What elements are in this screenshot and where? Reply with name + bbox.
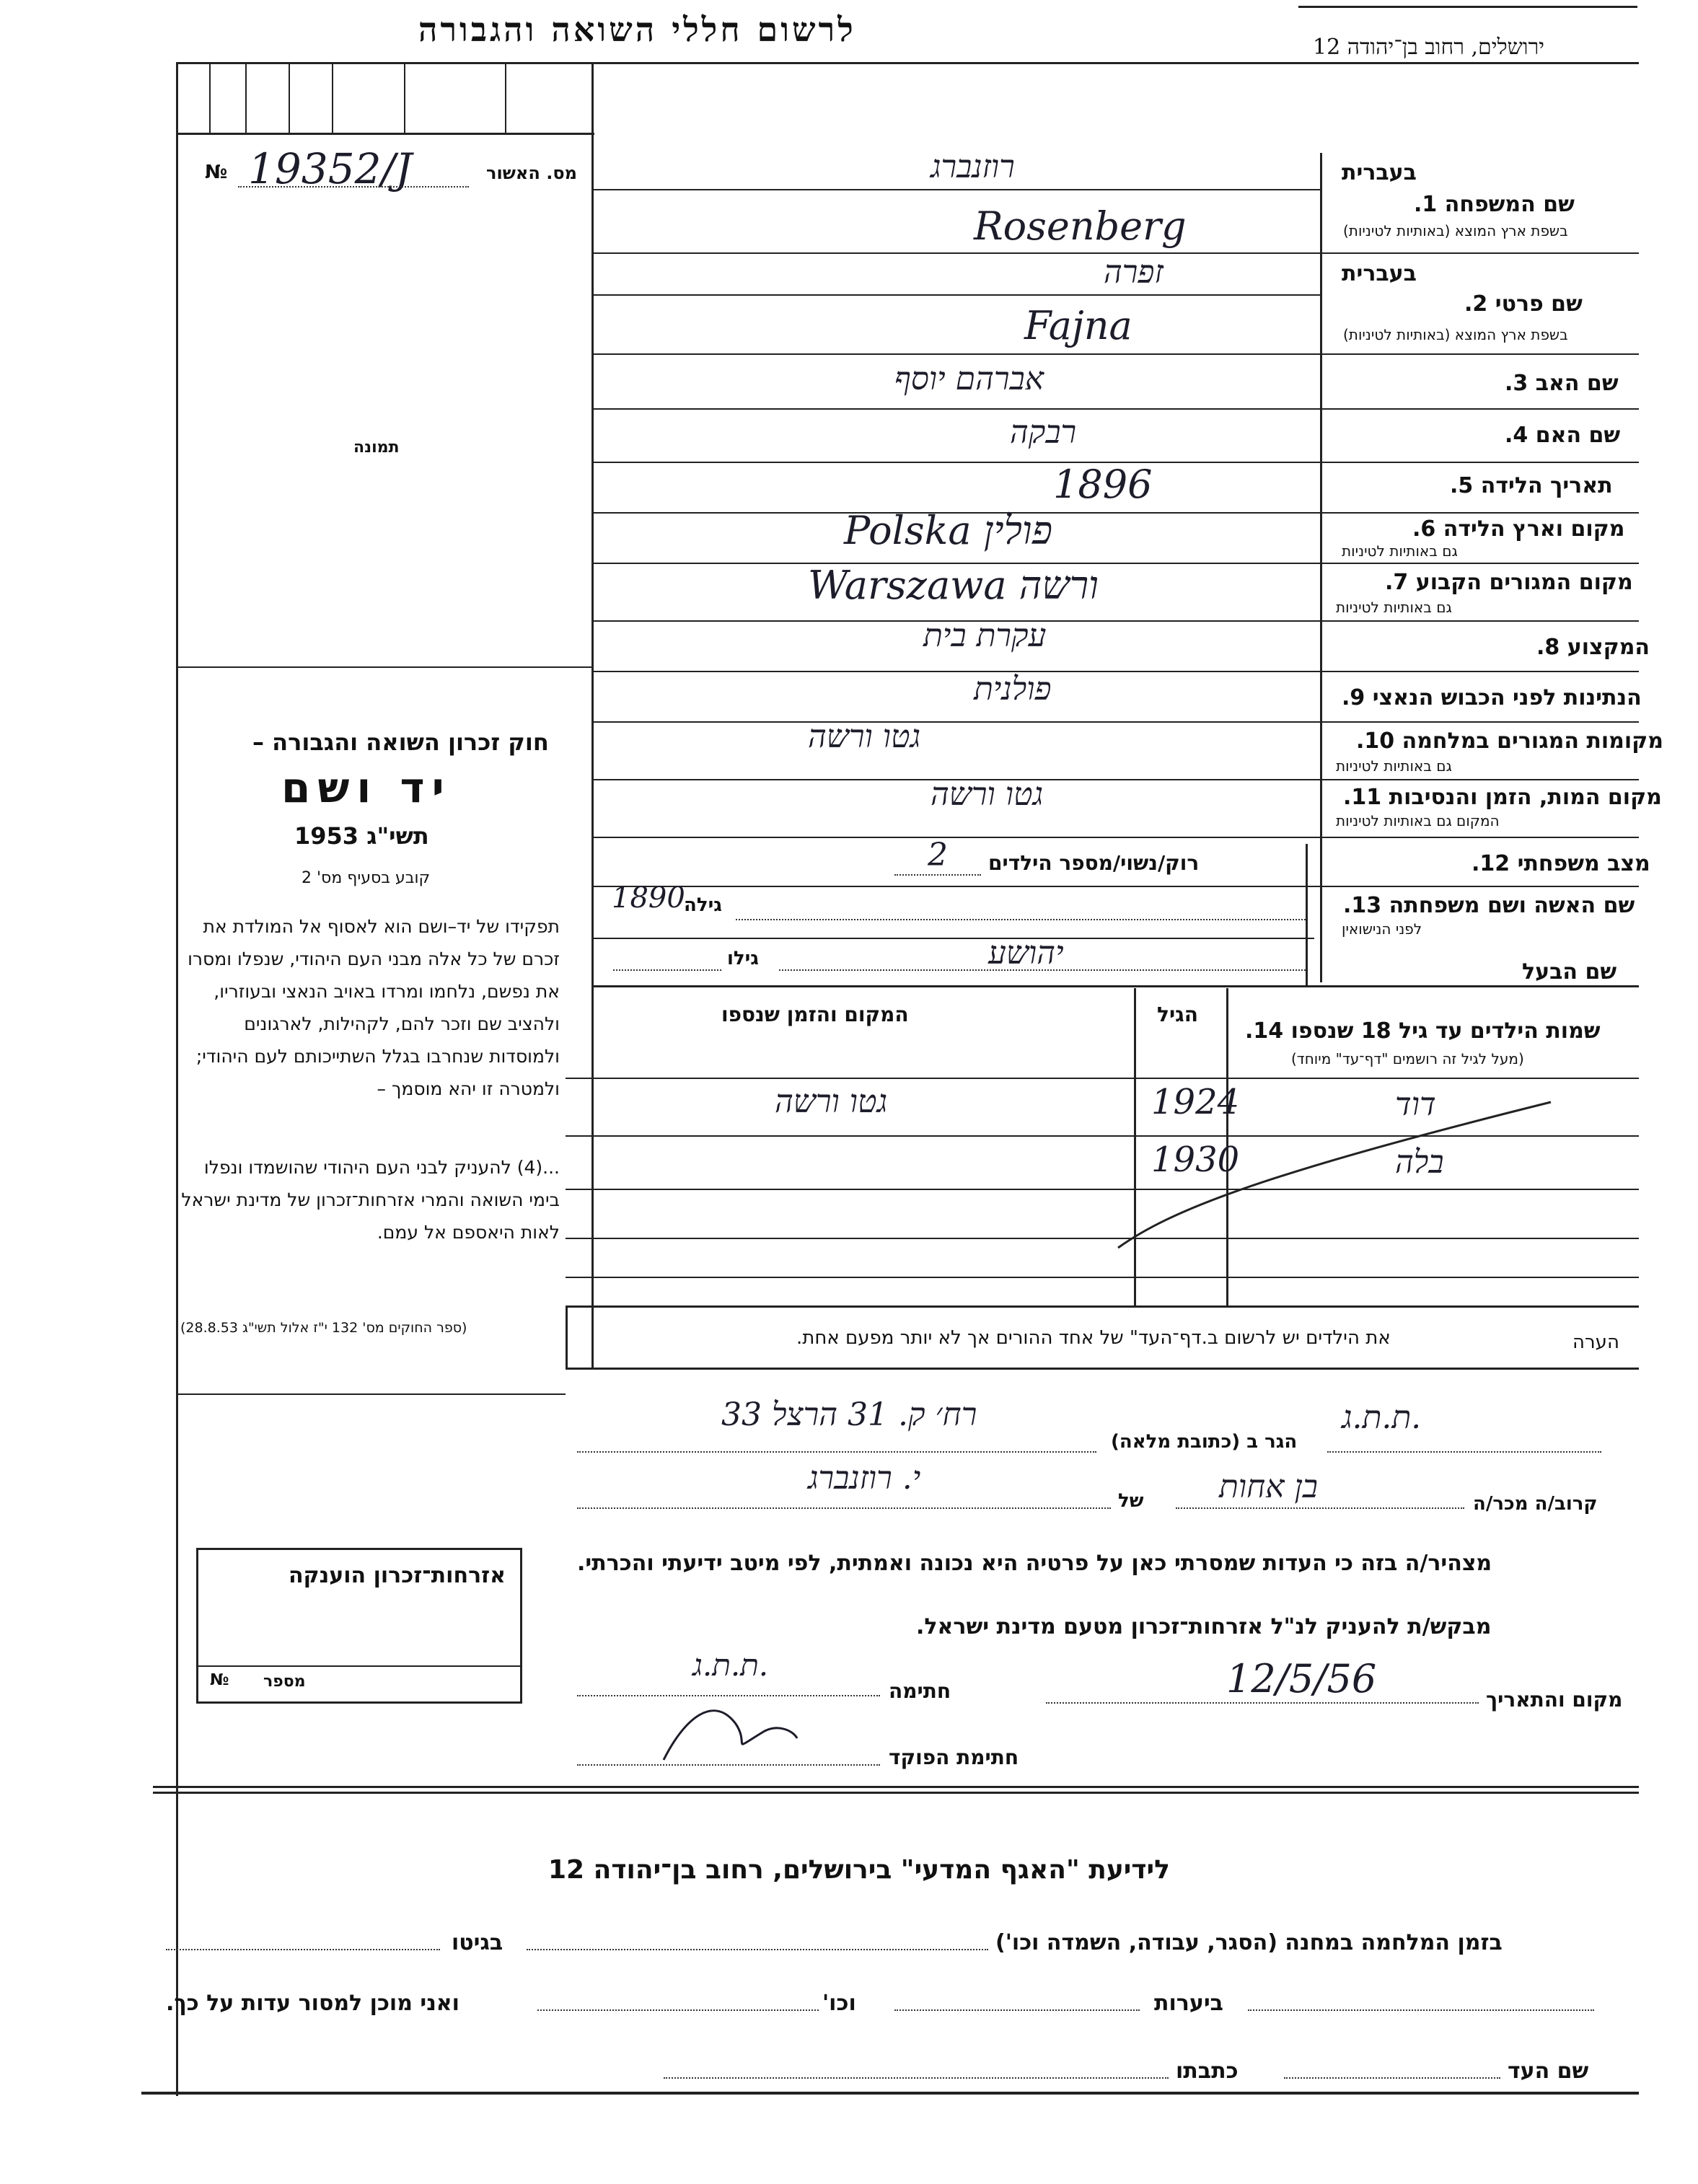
value-surname-hebrew: רוזנברג	[931, 149, 1015, 185]
field-1-num: 1.	[1414, 192, 1438, 217]
field-11-num: 11.	[1343, 785, 1382, 810]
husband-age-label: גילו	[727, 948, 759, 969]
field-7-sub: גם באותיות לטיניות	[1336, 599, 1452, 616]
field-husband-label: שם הבעל	[1522, 959, 1617, 985]
date-label: מקום והתאריך	[1486, 1688, 1623, 1712]
witness-living-value: ת.ת.ג.	[1342, 1399, 1422, 1436]
field-3-label	[1505, 371, 1619, 396]
field-6-num: 6.	[1412, 516, 1436, 542]
value-residence: Warszawa ורשה	[808, 563, 1099, 608]
field-11-name: מקום המות, הזמן והנסיבות	[1389, 785, 1662, 810]
child-2-name: בלה	[1395, 1144, 1444, 1181]
field-11-label	[1343, 785, 1662, 810]
certificate-number-label: מס. האשור	[486, 163, 577, 183]
value-nationality: פולנית	[974, 671, 1052, 708]
children-title-text: שמות הילדים עד גיל 18 שנספו	[1290, 1018, 1601, 1044]
section-divider	[153, 1786, 1639, 1788]
field-4-name: שם האם	[1535, 423, 1621, 448]
value-mother: רבקה	[1010, 414, 1077, 451]
law-text-2: ...(4) להעניק לבני העם היהודי שהושמדו ונפלו בימי השואה והמרי אזרחות־זכרון של מדינת ישראל לאות היאספם אל עמם.	[181, 1157, 560, 1243]
marital-status-options: רוק/נשוי/מספר הילדים	[988, 851, 1200, 875]
child-1-place: גטו ורשה	[775, 1083, 888, 1120]
bottom-line1: בזמן המלחמה במחנה (הסגר, עבודה, השמדה וכו')	[995, 1930, 1503, 1955]
children-col-place: המקום והזמן שנספו	[721, 1003, 909, 1026]
field-7-name: מקום המגורים הקבוע	[1415, 570, 1633, 595]
citizenship-number-sign: №	[210, 1671, 229, 1689]
form-title: לרשום חללי השואה והגבורה	[418, 10, 856, 49]
value-birthdate: 1896	[1053, 462, 1153, 507]
value-husband-name: יהושע	[988, 935, 1064, 972]
witness-of-value: י. רוזנברג	[808, 1460, 921, 1497]
field-2-label	[1464, 291, 1583, 317]
value-children-count: 2	[928, 837, 948, 873]
children-title	[1245, 1018, 1601, 1044]
signature-icon	[656, 1688, 801, 1767]
field-12-num: 12.	[1472, 851, 1510, 876]
field-5-name: תאריך הלידה	[1480, 473, 1613, 498]
bottom-line3-b: כתבתו	[1176, 2058, 1239, 2084]
field-5-num: 5.	[1450, 473, 1474, 498]
frame-top	[176, 62, 1639, 64]
frame-bottom	[141, 2092, 1639, 2095]
law-clause: קובע בסעיף מס' 2	[302, 869, 431, 887]
field-10-name: מקומות המגורים במלחמה	[1402, 728, 1663, 754]
children-num: 14.	[1245, 1018, 1284, 1044]
field-3-name: שם האב	[1535, 371, 1619, 396]
field-2-num: 2.	[1464, 291, 1488, 317]
bottom-line3-a: שם העד	[1508, 2058, 1589, 2084]
field-3-num: 3.	[1505, 371, 1528, 396]
field-7-label	[1385, 570, 1633, 595]
law-title: חוק זכרון השואה והגבורה –	[252, 728, 549, 756]
certificate-number-row	[205, 144, 580, 193]
field-13-num: 13.	[1343, 893, 1382, 918]
field-1-hebrew-sub: בעברית	[1342, 160, 1417, 185]
field-7-num: 7.	[1385, 570, 1409, 595]
field-9-name: הנתינות לפני הכבוש הנאצי	[1372, 685, 1642, 710]
note-label: הערה	[1572, 1331, 1619, 1353]
field-9-num: 9.	[1342, 685, 1365, 710]
citizenship-box-title: אזרחות־זכרון הוענקה	[288, 1563, 506, 1588]
field-12-name: מצב משפחתי	[1517, 851, 1650, 876]
field-6-name: מקום וארץ הלידה	[1443, 516, 1625, 542]
value-death-place: גטו ורשה	[931, 776, 1044, 813]
law-year: תשי"ג 1953	[294, 822, 429, 850]
field-10-sub: גם באותיות לטיניות	[1336, 757, 1452, 775]
bottom-line2-b: וכו'	[822, 1991, 856, 2016]
note-text: את הילדים יש לרשום ב.דף־העד" של אחד ההורים אך לא יותר מפעם אחת.	[796, 1327, 1391, 1349]
field-6-sub: גם באותיות לטיניות	[1342, 542, 1458, 560]
field-9-label	[1342, 685, 1642, 710]
officer-signature-label: חתימת הפוקד	[889, 1745, 1019, 1769]
child-2-age: 1930	[1151, 1140, 1240, 1180]
field-8-label	[1536, 635, 1650, 660]
child-1-age: 1924	[1151, 1082, 1240, 1122]
bottom-line2-a: ביערות	[1154, 1991, 1223, 2016]
field-2-hebrew-sub: בעברית	[1342, 261, 1417, 286]
law-name: יד ושם	[281, 763, 452, 812]
certificate-number-sign: №	[205, 162, 228, 183]
wife-age-label: גילה	[684, 894, 722, 916]
field-8-name: המקצוע	[1567, 635, 1650, 660]
field-1-name: שם המשפחה	[1444, 192, 1575, 217]
law-source: (ספר החוקים מס' 132 י"ז אלול תשי"ג 28.8.53)	[180, 1320, 467, 1336]
field-13-label	[1343, 893, 1635, 918]
value-firstname-hebrew: זפרה	[1104, 254, 1163, 291]
field-2-latin-sub: בשפת ארץ המוצא (באותיות לטיניות)	[1343, 326, 1568, 343]
field-5-label	[1450, 473, 1613, 498]
field-13-sub: לפני הנישואין	[1342, 920, 1422, 938]
bottom-line1-b: בגיטו	[452, 1930, 503, 1955]
children-col-age: הגיל	[1157, 1003, 1198, 1026]
field-4-label	[1505, 423, 1620, 448]
date-value: 12/5/56	[1226, 1656, 1377, 1701]
strike-line	[1111, 1096, 1558, 1255]
bottom-line2-c: ואני מוכן למסור עדות על כך.	[166, 1991, 459, 2016]
child-1-name: דוד	[1395, 1086, 1436, 1123]
field-13-name: שם האשה ושם משפחתה	[1389, 893, 1635, 918]
value-father: אברהם יוסף	[894, 361, 1044, 397]
certificate-number-value: 19352/J	[248, 144, 413, 193]
signature-value: ת.ת.ג.	[692, 1647, 769, 1683]
witness-of-label: של	[1118, 1490, 1144, 1512]
children-sub: (מעל לגיל זה רושמים "דף־עד" מיוחד)	[1291, 1050, 1524, 1067]
field-1-label	[1414, 192, 1575, 217]
value-surname-latin: Rosenberg	[974, 203, 1187, 249]
field-6-label	[1412, 516, 1624, 542]
witness-relation-value: בן אחות	[1219, 1469, 1318, 1505]
header-address: ירושלים, רחוב בן־יהודה 12	[1313, 35, 1545, 60]
field-1-latin-sub: בשפת ארץ המוצא (באותיות לטיניות)	[1343, 222, 1568, 239]
citizenship-number-label: מספר	[263, 1673, 306, 1691]
witness-relation-prefix: קרוב/ה מכר/ה	[1473, 1493, 1598, 1515]
witness-address-value: רח׳ ק. 31 הרצל 33	[721, 1396, 977, 1433]
value-firstname-latin: Fajna	[1024, 303, 1132, 348]
field-10-num: 10.	[1356, 728, 1395, 754]
field-4-num: 4.	[1505, 423, 1528, 448]
citizenship-box	[196, 1548, 522, 1704]
witness-living-label: הגר ב (כתובת מלאה)	[1111, 1431, 1298, 1453]
value-war-residence: גטו ורשה	[808, 718, 921, 755]
witness-request: מבקש/ת להעניק לנ"ל אזרחות־זכרון מטעם מדינת ישראל.	[916, 1614, 1492, 1639]
law-text: תפקידו של יד–ושם הוא לאסוף אל המולדת את זכרם של כל אלה מבני העם היהודי, שנפלו ומסרו את נפשם, נלחמו ומרדו באויב הנאצי ובעוזריו, ולהציב שם וזכר להם, לקהילות, לארגונים ולמוסדות שנחרבו בגלל השתייכותם לעם היהודי; ולמטרה זו יהא מוסמך –	[188, 916, 560, 1099]
field-11-sub: המקום גם באותיות לטיניות	[1336, 812, 1500, 829]
field-2-name: שם פרטי	[1495, 291, 1583, 317]
value-wife-age: 1890	[612, 881, 685, 915]
field-8-num: 8.	[1536, 635, 1560, 660]
field-10-label	[1356, 728, 1663, 754]
value-birthplace: Polska פולין	[844, 508, 1053, 553]
photo-label: תמונה	[353, 439, 400, 457]
witness-declaration: מצהיר/ה בזה כי העדות שמסרתי כאן על פרטיה היא נכונה ואמתית, לפי מיטב ידיעתי והכרתי.	[577, 1551, 1492, 1576]
value-profession: עקרת בית	[923, 617, 1047, 654]
signature-label: חתימה	[889, 1679, 951, 1703]
field-12-label	[1472, 851, 1650, 876]
bottom-title: לידיעת "האגף המדעי" בירושלים, רחוב בן־יהודה 12	[548, 1855, 1170, 1885]
